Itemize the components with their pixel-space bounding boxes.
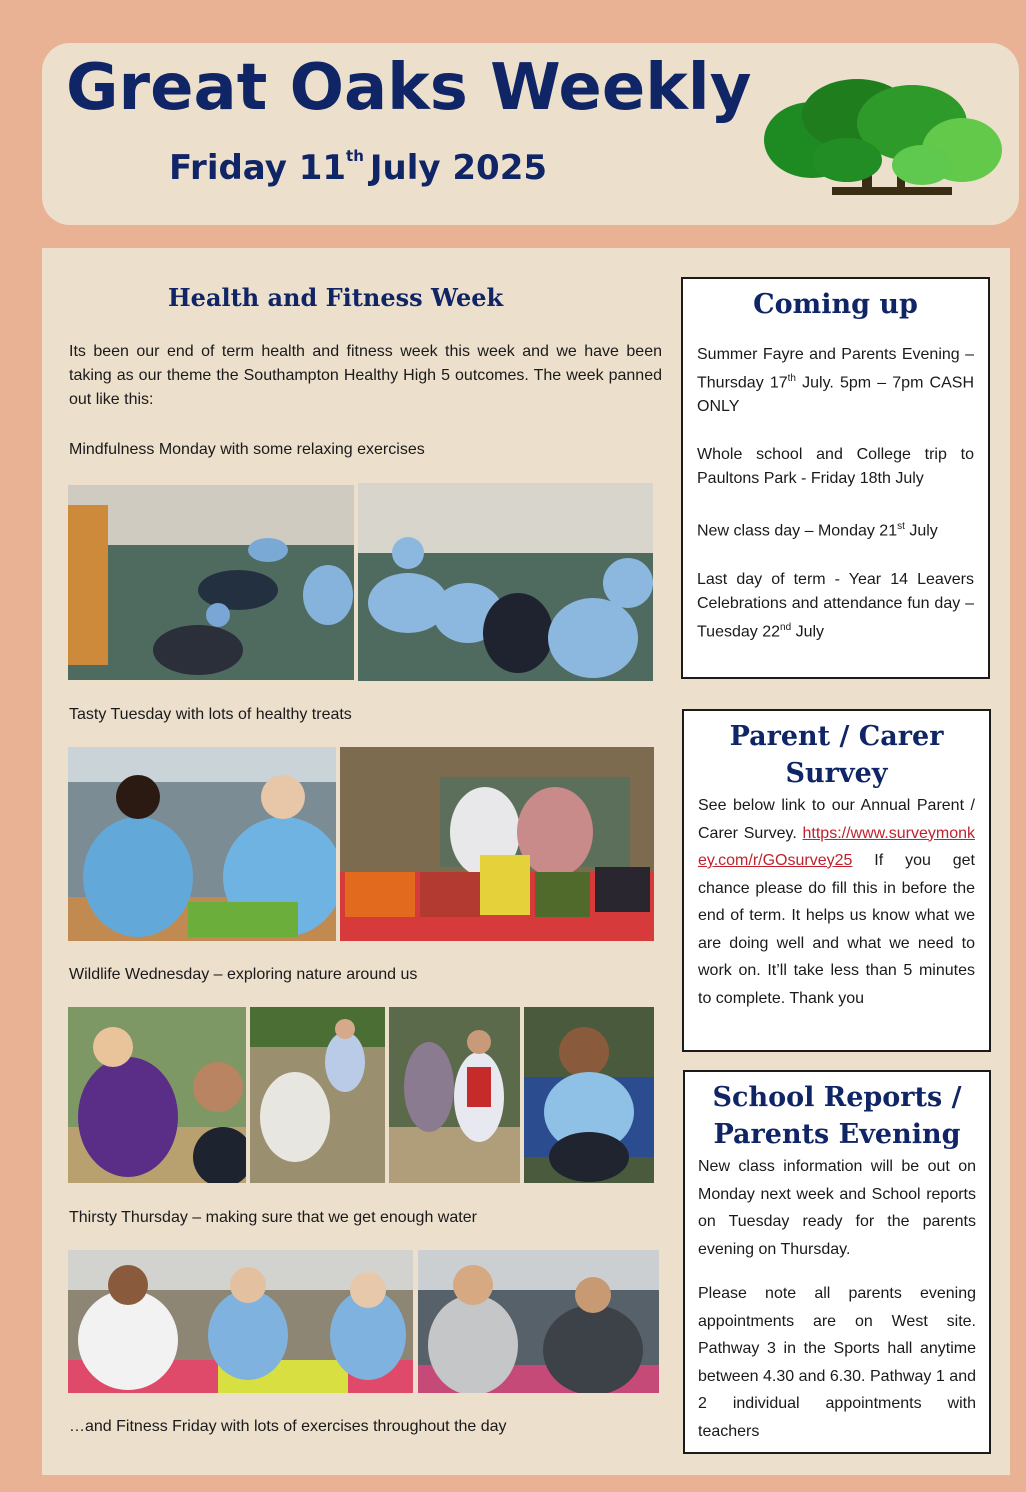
issue-date: Friday 11th July 2025 [169, 147, 548, 188]
reports-para-1: New class information will be out on Monday next week and School reports on Tuesday ready for the parents evening on Thursday. [698, 1158, 976, 1258]
caption-monday: Mindfulness Monday with some relaxing exercises [69, 441, 425, 458]
reports-title: School Reports / Parents Evening [712, 1082, 962, 1150]
oak-tree-logo-icon [762, 75, 1002, 205]
newsletter-title: Great Oaks Weekly [66, 51, 752, 125]
coming-up-item: Last day of term - Year 14 Leavers Celebrations and attendance fun day – Tuesday 22nd July [697, 570, 974, 640]
coming-up-title: Coming up [753, 289, 918, 320]
coming-up-item: Whole school and College trip to Paultons Park - Friday 18th July [697, 446, 974, 488]
coming-up-item: New class day – Monday 21st July [697, 521, 938, 540]
photo-wildlife-3 [389, 1007, 520, 1183]
photo-healthy-treats-1 [68, 747, 336, 941]
survey-title: Parent / Carer Survey [729, 721, 944, 789]
photo-wildlife-1 [68, 1007, 246, 1183]
intro-paragraph: Its been our end of term health and fitness week this week and we have been taking as our theme the Southampton Healthy High 5 outcomes. The week panned out like this: [69, 343, 662, 408]
coming-up-list [683, 323, 988, 644]
masthead [42, 43, 1019, 225]
photo-water-1 [68, 1250, 413, 1393]
reports-text [685, 1153, 989, 1445]
caption-thursday: Thirsty Thursday – making sure that we get enough water [69, 1209, 477, 1226]
photo-wildlife-4 [524, 1007, 654, 1183]
photo-water-2 [418, 1250, 659, 1393]
survey-box [682, 709, 991, 1052]
section-heading: Health and Fitness Week [168, 283, 504, 312]
survey-link[interactable]: https://www.surveymonkey.com/r/GOsurvey25 [698, 824, 975, 869]
coming-up-item: Summer Fayre and Parents Evening – Thursday 17th July. 5pm – 7pm CASH ONLY [697, 346, 974, 416]
caption-wednesday: Wildlife Wednesday – exploring nature around us [69, 966, 418, 983]
reports-box [683, 1070, 991, 1454]
survey-text: See below link to our Annual Parent / Carer Survey. https://www.surveymonkey.com/r/GOsurvey25 If you get chance please do fill this in before the end of term. It helps us know what we are doing well and what we need to work on. It’ll take less than 5 minutes to complete. Thank you [698, 797, 975, 1007]
photo-healthy-treats-2 [340, 747, 654, 941]
coming-up-box [681, 277, 990, 679]
photo-mindfulness-2 [358, 483, 653, 681]
reports-para-2: Please note all parents evening appointments are on West site. Pathway 3 in the Sports hall anytime between 4.30 and 6.30. Pathway 1 and 2 individual appointments with teachers [698, 1285, 976, 1440]
caption-tuesday: Tasty Tuesday with lots of healthy treats [69, 706, 352, 723]
photo-wildlife-2 [250, 1007, 385, 1183]
caption-friday: …and Fitness Friday with lots of exercises throughout the day [69, 1418, 507, 1435]
photo-mindfulness-1 [68, 485, 354, 680]
